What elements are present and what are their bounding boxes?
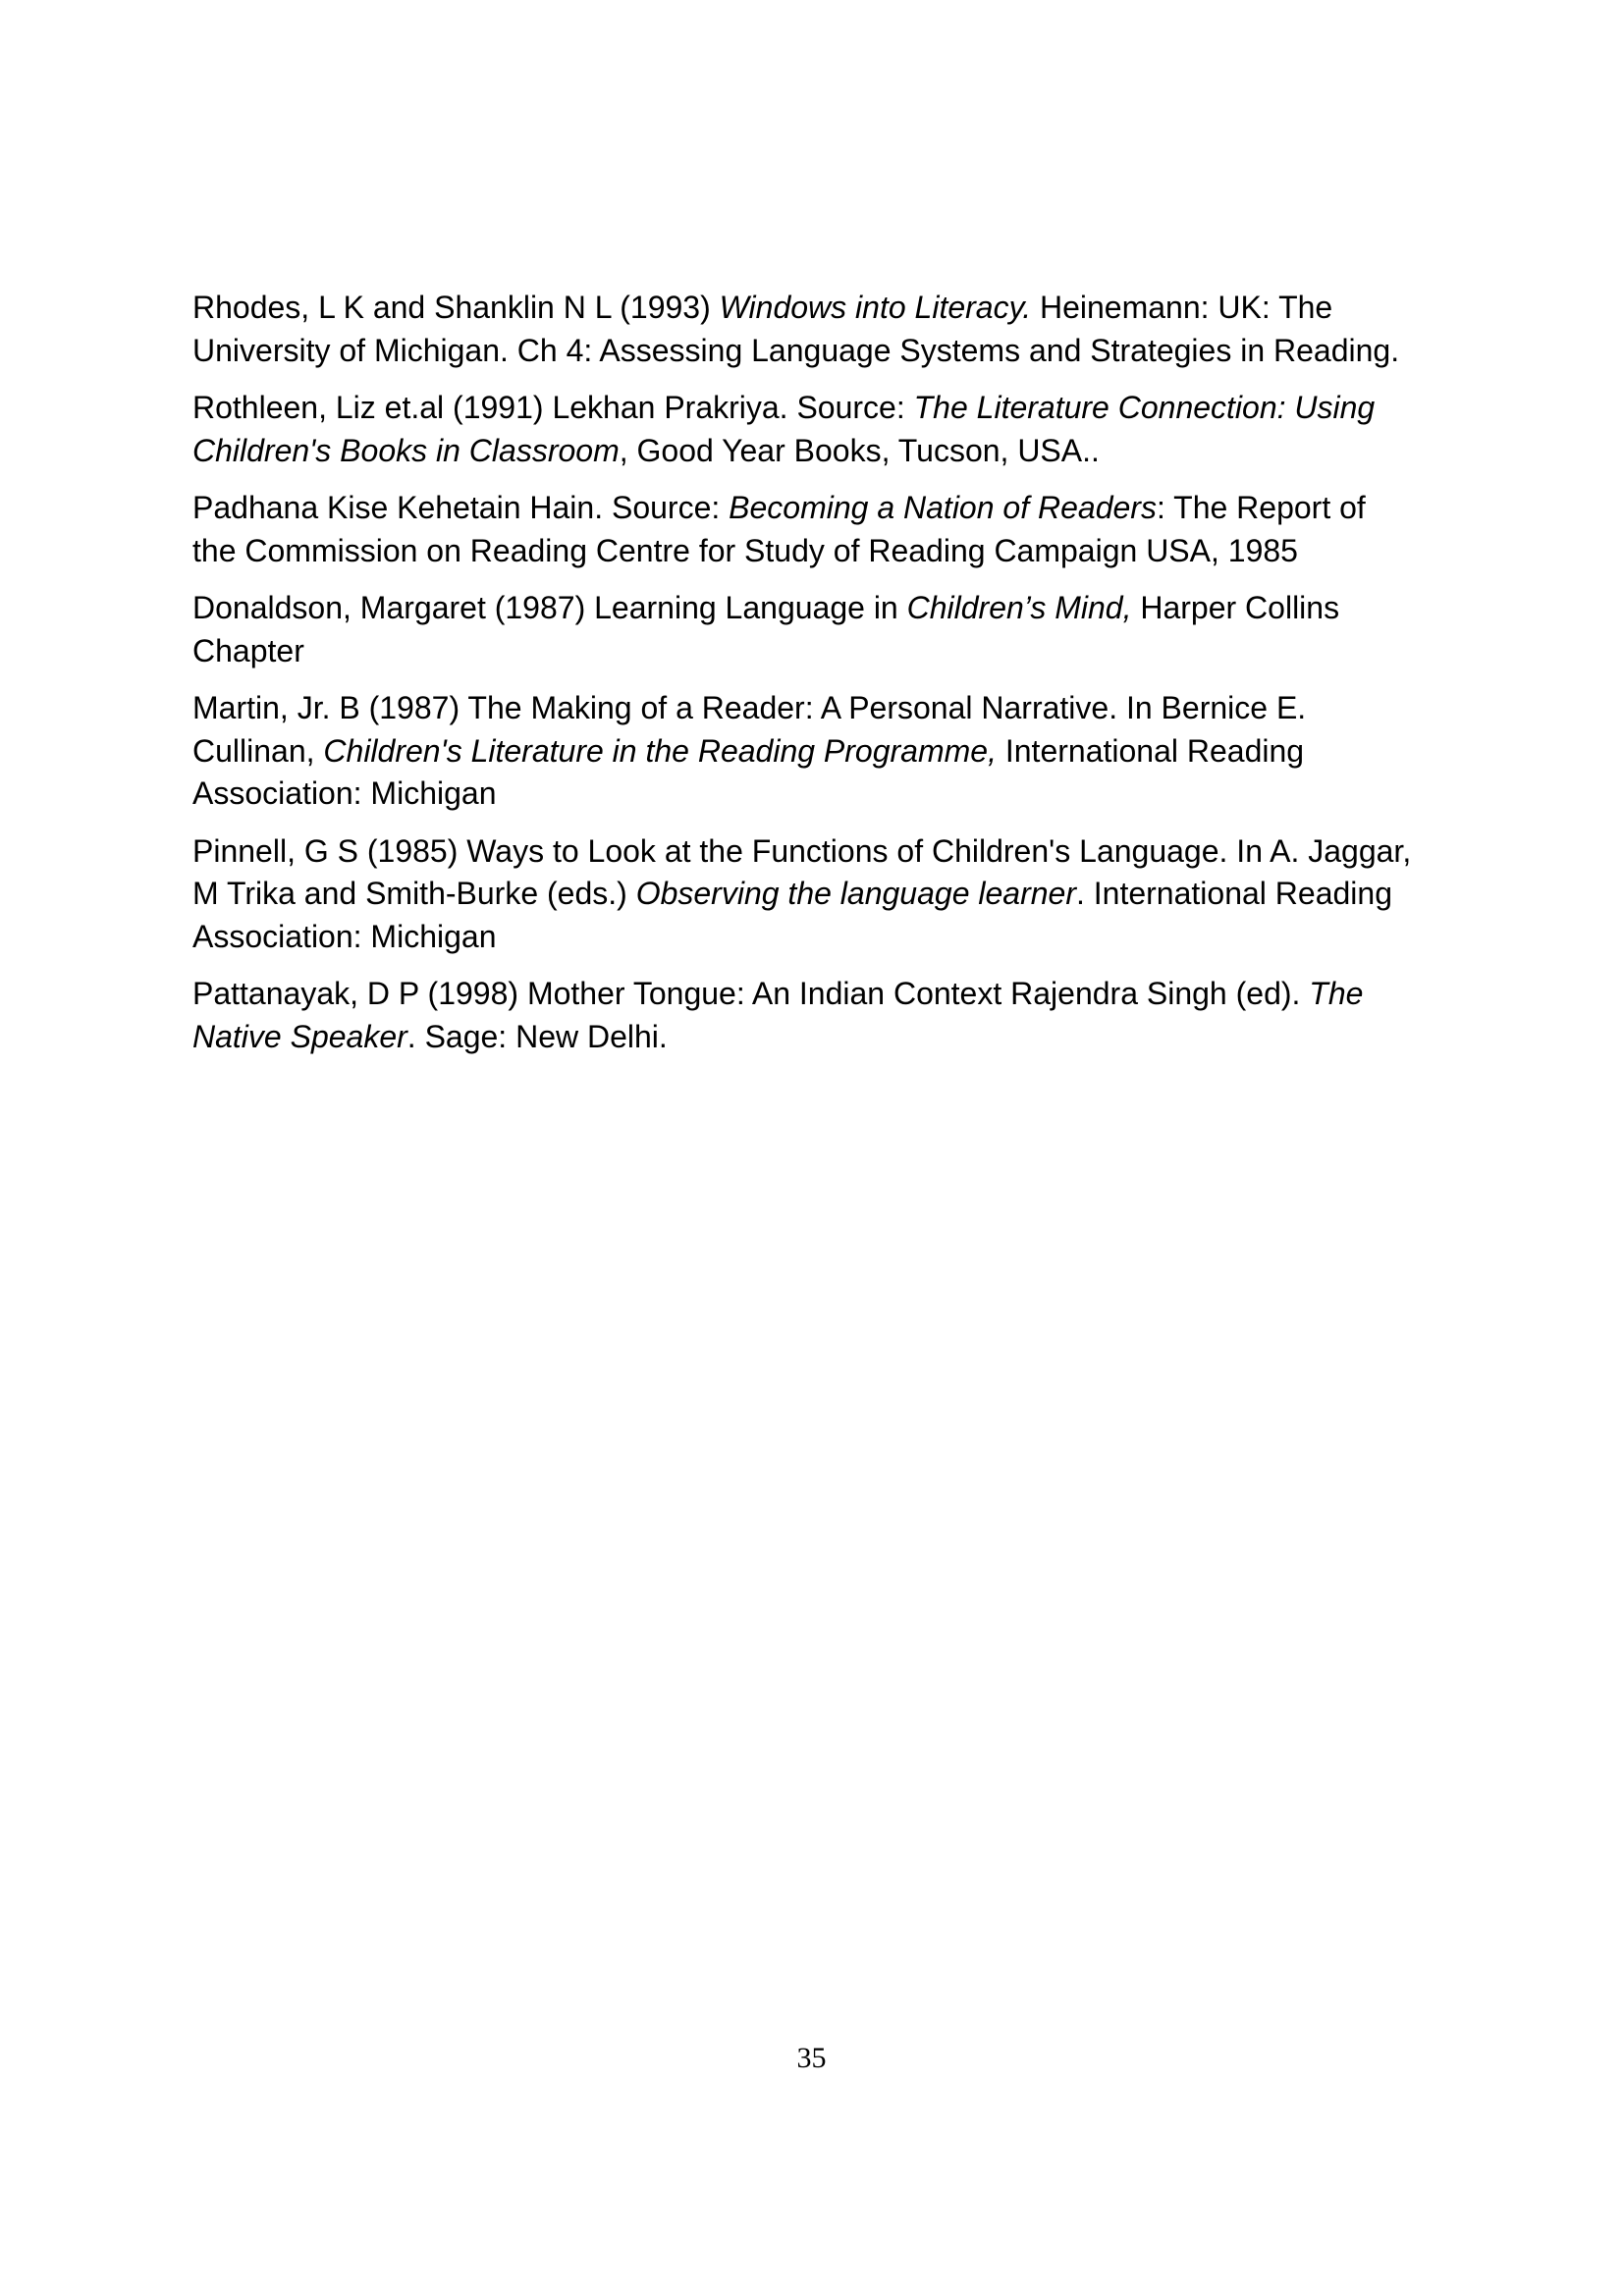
page-number: 35 (796, 2042, 827, 2074)
reference-title: Children’s Mind, (906, 590, 1132, 625)
reference-text: Heinemann: UK: The University of Michigan. Ch 4: Assessing Language Systems and Strategies in Reading. (192, 290, 1400, 368)
reference-text: : The Report of the Commission on Reading Centre for Study of Reading Campaign USA, 1985 (192, 490, 1366, 568)
reference-text: Rhodes, L K and Shanklin N L (1993) (192, 290, 720, 325)
reference-text: Rothleen, Liz et.al (1991) Lekhan Prakriya. Source: (192, 390, 914, 425)
reference-entry (192, 487, 1469, 572)
reference-text: Martin, Jr. B (1987) The Making of a Reader: A Personal Narrative. In Bernice E. Cullinan, (192, 690, 1307, 769)
reference-text: Pinnell, G S (1985) Ways to Look at the Functions of Children's Language. In A. Jaggar, M Trika and Smith-Burke (eds.) (192, 832, 1412, 911)
reference-text: Pattanayak, D P (1998) Mother Tongue: An Indian Context Rajendra Singh (ed). (192, 976, 1310, 1011)
reference-title: The Native Speaker (192, 976, 1364, 1054)
reference-list (192, 287, 1469, 1073)
reference-title: The Literature Connection: Using Children's Books in Classroom (192, 390, 1376, 468)
reference-text: . Sage: New Delhi. (406, 1018, 668, 1054)
reference-text: , Good Year Books, Tucson, USA.. (619, 432, 1100, 468)
reference-entry (192, 687, 1469, 816)
reference-entry (192, 387, 1469, 472)
reference-entry (192, 287, 1469, 372)
reference-title: Becoming a Nation of Readers (729, 490, 1157, 525)
reference-text: International Reading Association: Michigan (192, 732, 1305, 811)
reference-text: Harper Collins Chapter (192, 590, 1340, 668)
reference-entry (192, 587, 1469, 672)
reference-entry (192, 830, 1469, 959)
reference-title: Windows into Literacy. (719, 290, 1032, 325)
reference-text: . International Reading Association: Michigan (192, 876, 1392, 954)
reference-text: Padhana Kise Kehetain Hain. Source: (192, 490, 730, 525)
reference-title: Children's Literature in the Reading Programme, (323, 732, 997, 769)
reference-entry (192, 973, 1469, 1058)
reference-text: Donaldson, Margaret (1987) Learning Language in (192, 590, 907, 625)
reference-title: Observing the language learner (635, 876, 1076, 911)
